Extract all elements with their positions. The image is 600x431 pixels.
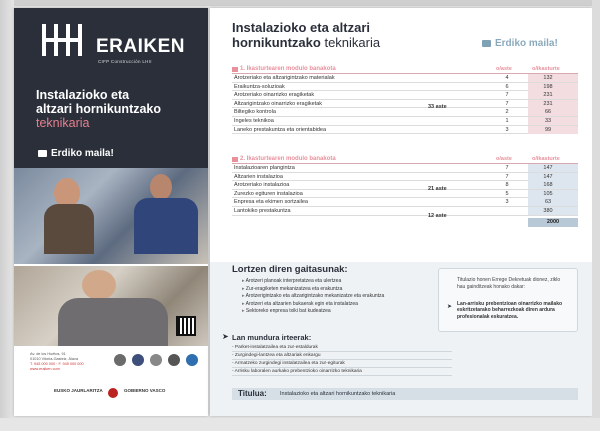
- photo-person-body: [44, 204, 94, 254]
- briefcase-icon: [482, 40, 491, 47]
- top-edge: [0, 0, 600, 6]
- table-row: Arotzeriako oinarrizko eragiketak 7 231: [232, 91, 578, 100]
- contact-line: www.eraiken.com: [30, 367, 60, 371]
- inner-title-line1: Instalazioko eta altzari: [232, 20, 370, 35]
- column-header: o/ikasturte: [532, 156, 560, 162]
- government-logos: [54, 388, 184, 406]
- brochure-inner-page: [210, 8, 592, 416]
- job-outcomes-title: Lan mundura irteerak:: [232, 333, 312, 342]
- module-1-table: [232, 66, 578, 134]
- table-row: Laneko prestakuntza eta orientabidea 3 99: [232, 126, 578, 135]
- contact-line: T. 945 000 000 · F. 945 000 000: [30, 362, 84, 366]
- sponsor-logo-icon: [132, 354, 144, 366]
- list-item: - Armatzeko zurgindegi instalatzailea eta zur-egiturak: [232, 360, 452, 368]
- inner-title: [232, 20, 472, 50]
- sponsor-logo-icon: [150, 354, 162, 366]
- arrow-right-icon: ➤: [222, 332, 229, 341]
- inner-title-line2-bold: hornikuntzako: [232, 35, 321, 50]
- sponsor-logo-icon: [168, 354, 180, 366]
- list-item: ▸ Sektoreko enpresa txiki bat kudeatzea: [242, 308, 384, 316]
- contact-line: Av. de los Huétos, 91: [30, 352, 66, 356]
- column-header: o/aste: [496, 156, 512, 162]
- inner-title-line2-normal: teknikaria: [324, 35, 381, 50]
- right-edge: [592, 0, 600, 431]
- weeks-label: 12 aste: [428, 213, 447, 219]
- front-title-pink: teknikaria: [36, 116, 90, 130]
- table-row: Enpresa eta ekimen sortzailea 3 63: [232, 198, 578, 207]
- module-2-table: [232, 156, 578, 225]
- contact-line: 01010 Vitoria-Gasteiz, Álava: [30, 357, 79, 361]
- skills-title: Lortzen diren gaitasunak:: [232, 264, 348, 275]
- sponsor-logo-icon: [114, 354, 126, 366]
- weeks-label: 21 aste: [428, 186, 447, 192]
- skills-list: [242, 278, 384, 316]
- list-item: - Zurgindegi-lantzea eta altzariak enkargu: [232, 352, 452, 360]
- table-row: Lantokiko prestakuntza 380: [232, 207, 578, 216]
- footer-logo-text: GOBIERNO VASCO: [124, 388, 166, 393]
- module-marker: [232, 157, 238, 162]
- contact-info: [30, 352, 110, 372]
- front-category: Erdiko maila!: [51, 148, 114, 159]
- total-hours: 2000: [528, 218, 578, 227]
- qr-code-icon: [176, 316, 196, 336]
- list-item: ▸ Zur-eragiketen mekanizatzea eta erakuntza: [242, 286, 384, 294]
- column-header: o/aste: [496, 66, 512, 72]
- module-header: [232, 156, 578, 164]
- table-row: Ingeles teknikoa 1 33: [232, 117, 578, 126]
- photo-person-head: [150, 174, 172, 200]
- photo-person-head: [82, 270, 116, 300]
- photo-person-body: [134, 198, 198, 254]
- front-title: [36, 88, 196, 130]
- degree-value: Instalazioko eta altzari hornikuntzako teknikaria: [280, 391, 396, 397]
- table-row: Zurezko egituren instalazioa 5 105: [232, 190, 578, 199]
- inner-category: Erdiko maila!: [495, 38, 558, 49]
- list-item: ▸ Arotzeri planoak interpretatzea eta ulertzea: [242, 278, 384, 286]
- list-item: ▸ Arotzeri eta altzarien bukaerak egin eta instalatzea: [242, 301, 384, 309]
- sponsor-logo-icon: [186, 354, 198, 366]
- table-row: Eraikuntza-soluzioak 6 198: [232, 83, 578, 92]
- list-item: ▸ Arotzerigintzako eta altzarigintzako mekanizatze eta erakuntza: [242, 293, 384, 301]
- logo-subtitle: CIFP Construcción LHII: [98, 59, 152, 64]
- table-row: Instalazioaren plangintza 7 147: [232, 164, 578, 173]
- brochure-front-page: [14, 8, 208, 416]
- eraiken-logo-icon: [40, 22, 88, 58]
- footer-logo-text: EUSKO JAURLARITZA: [54, 388, 103, 393]
- front-title-line2: altzari hornikuntzako: [36, 102, 162, 116]
- table-row: Arotzeriako eta altzarigintzako materialak 4 132: [232, 74, 578, 83]
- arrow-right-icon: ➤: [447, 304, 453, 310]
- job-outcomes-list: [232, 344, 452, 376]
- photo-person-body: [58, 298, 168, 346]
- degree-title-bar: [232, 388, 578, 400]
- column-header: o/ikasturte: [532, 66, 560, 72]
- front-title-line1: Instalazioko eta: [36, 88, 130, 102]
- logo-text: ERAIKEN: [96, 36, 186, 57]
- table-row: Arotzeriako instalazioa 8 168: [232, 181, 578, 190]
- list-item: - Parket-instalatzailea eta zur-estaldurak: [232, 344, 452, 352]
- decree-note-highlight: Lan-arrisku prebentzioan oinarrizko mailako eskritzetarako beharrezkoak diren ardura profesionalak eskuratzea.: [457, 301, 563, 320]
- table-row: Biltegiko kontrola 2 66: [232, 108, 578, 117]
- module-title: 1. Ikasturtearen modulo banakota: [240, 66, 336, 72]
- bottom-edge: [0, 418, 600, 431]
- module-header: [232, 66, 578, 74]
- decree-note-box: [438, 268, 578, 332]
- table-row: Altzarigintzako oinarrizko eragiketak 7 231: [232, 100, 578, 109]
- left-edge: [0, 0, 14, 431]
- sponsor-logos: [114, 354, 204, 370]
- decree-note-text: Titulazio honen Errege Dekretuak dionez, ziklo hau gainditzeak honako dakar:: [457, 277, 561, 290]
- list-item: - Arrisku laboralen aurkako prebentzioko oinarrizko teknikaria: [232, 368, 452, 376]
- briefcase-icon: [38, 150, 47, 157]
- table-row: Altzarien instalazioa 7 147: [232, 173, 578, 182]
- degree-label: Titulua:: [238, 389, 267, 398]
- gov-seal-icon: [108, 388, 118, 398]
- weeks-label: 33 aste: [428, 104, 447, 110]
- module-title: 2. Ikasturtearen modulo banakota: [240, 156, 336, 162]
- module-marker: [232, 67, 238, 72]
